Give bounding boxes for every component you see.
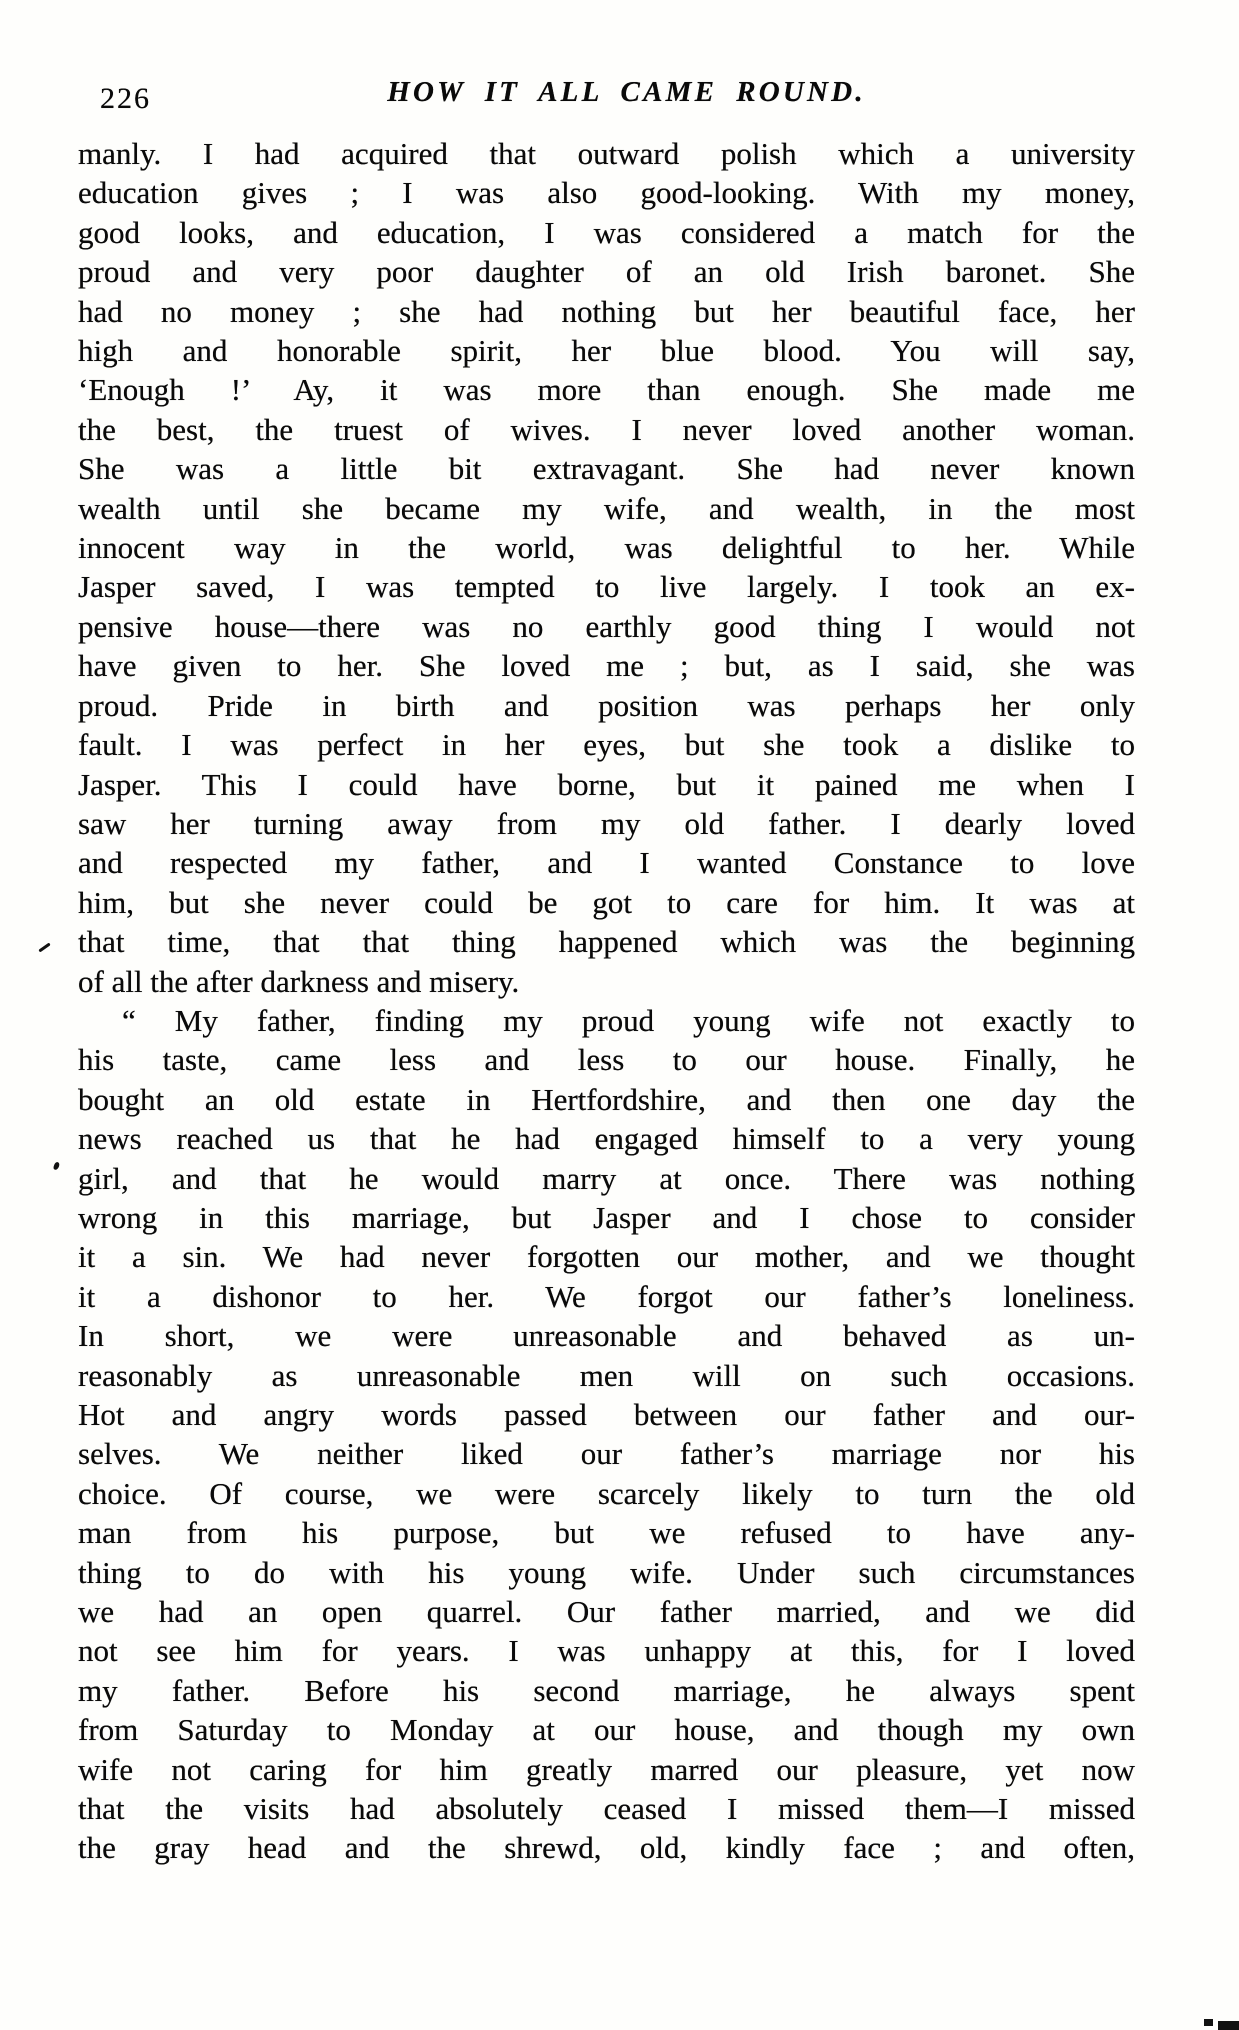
text-line: innocent way in the world, was delightful to her. While (78, 530, 1135, 566)
text-line: girl, and that he would marry at once. There was nothing (78, 1160, 1135, 1196)
scan-artifact (53, 1161, 60, 1170)
text-line: have given to her. She loved me ; but, as I said, she was (78, 648, 1135, 684)
text-line: man from his purpose, but we refused to have any- (78, 1515, 1135, 1551)
text-line: not see him for years. I was unhappy at this, for I loved (78, 1633, 1135, 1669)
paragraph (78, 1001, 1135, 1868)
text-line: wealth until she became my wife, and wealth, in the most (78, 490, 1135, 526)
text-line: had no money ; she had nothing but her beautiful face, her (78, 293, 1135, 329)
text-line: Jasper saved, I was tempted to live largely. I took an ex- (78, 569, 1135, 605)
text-line: of all the after darkness and misery. (78, 963, 520, 999)
text-line: bought an old estate in Hertfordshire, and then one day the (78, 1081, 1135, 1117)
text-line: “ My father, finding my proud young wife not exactly to (122, 1002, 1135, 1038)
text-line: him, but she never could be got to care for him. It was at (78, 884, 1135, 920)
text-line: we had an open quarrel. Our father married, and we did (78, 1594, 1135, 1630)
paragraph (78, 134, 1135, 1001)
text-line: high and honorable spirit, her blue blood. You will say, (78, 333, 1135, 369)
text-line: news reached us that he had engaged himself to a very young (78, 1121, 1135, 1157)
text-line: In short, we were unreasonable and behaved as un- (78, 1318, 1135, 1354)
text-line: the gray head and the shrewd, old, kindly face ; and often, (78, 1830, 1135, 1866)
page-body (78, 134, 1135, 1868)
text-line: She was a little bit extravagant. She had never known (78, 451, 1135, 487)
text-line: and respected my father, and I wanted Constance to love (78, 845, 1135, 881)
text-line: it a sin. We had never forgotten our mother, and we thought (78, 1239, 1135, 1275)
text-line: saw her turning away from my old father. I dearly loved (78, 805, 1135, 841)
text-line: proud. Pride in birth and position was perhaps her only (78, 687, 1135, 723)
text-line: the best, the truest of wives. I never loved another woman. (78, 411, 1135, 447)
text-line: selves. We neither liked our father’s marriage nor his (78, 1436, 1135, 1472)
text-line: choice. Of course, we were scarcely likely to turn the old (78, 1475, 1135, 1511)
text-line: ‘Enough !’ Ay, it was more than enough. She made me (78, 372, 1135, 408)
text-line: proud and very poor daughter of an old Irish baronet. She (78, 254, 1135, 290)
text-line: reasonably as unreasonable men will on such occasions. (78, 1357, 1135, 1393)
text-line: it a dishonor to her. We forgot our father’s loneliness. (78, 1278, 1135, 1314)
text-line: thing to do with his young wife. Under such circumstances (78, 1554, 1135, 1590)
text-line: manly. I had acquired that outward polish which a university (78, 136, 1135, 171)
scan-artifact (1204, 2019, 1213, 2026)
text-line: his taste, came less and less to our house. Finally, he (78, 1042, 1135, 1078)
text-line: Jasper. This I could have borne, but it pained me when I (78, 766, 1135, 802)
text-line: education gives ; I was also good-looking. With my money, (78, 175, 1135, 211)
scan-artifact (38, 943, 50, 953)
running-title: HOW IT ALL CAME ROUND. (387, 76, 866, 108)
scan-artifact (1218, 2021, 1239, 2030)
text-line: that time, that that thing happened which was the beginning (78, 924, 1135, 960)
text-line: from Saturday to Monday at our house, and though my own (78, 1712, 1135, 1748)
text-line: Hot and angry words passed between our father and our- (78, 1397, 1135, 1432)
text-line: wrong in this marriage, but Jasper and I chose to consider (78, 1199, 1135, 1235)
text-line: fault. I was perfect in her eyes, but she took a dislike to (78, 727, 1135, 763)
text-line: my father. Before his second marriage, he always spent (78, 1672, 1135, 1708)
text-line: that the visits had absolutely ceased I missed them—I missed (78, 1791, 1135, 1827)
text-line: good looks, and education, I was considered a match for the (78, 214, 1135, 250)
text-line: pensive house—there was no earthly good thing I would not (78, 608, 1135, 644)
page-number: 226 (100, 82, 151, 115)
text-line: wife not caring for him greatly marred our pleasure, yet now (78, 1751, 1135, 1787)
